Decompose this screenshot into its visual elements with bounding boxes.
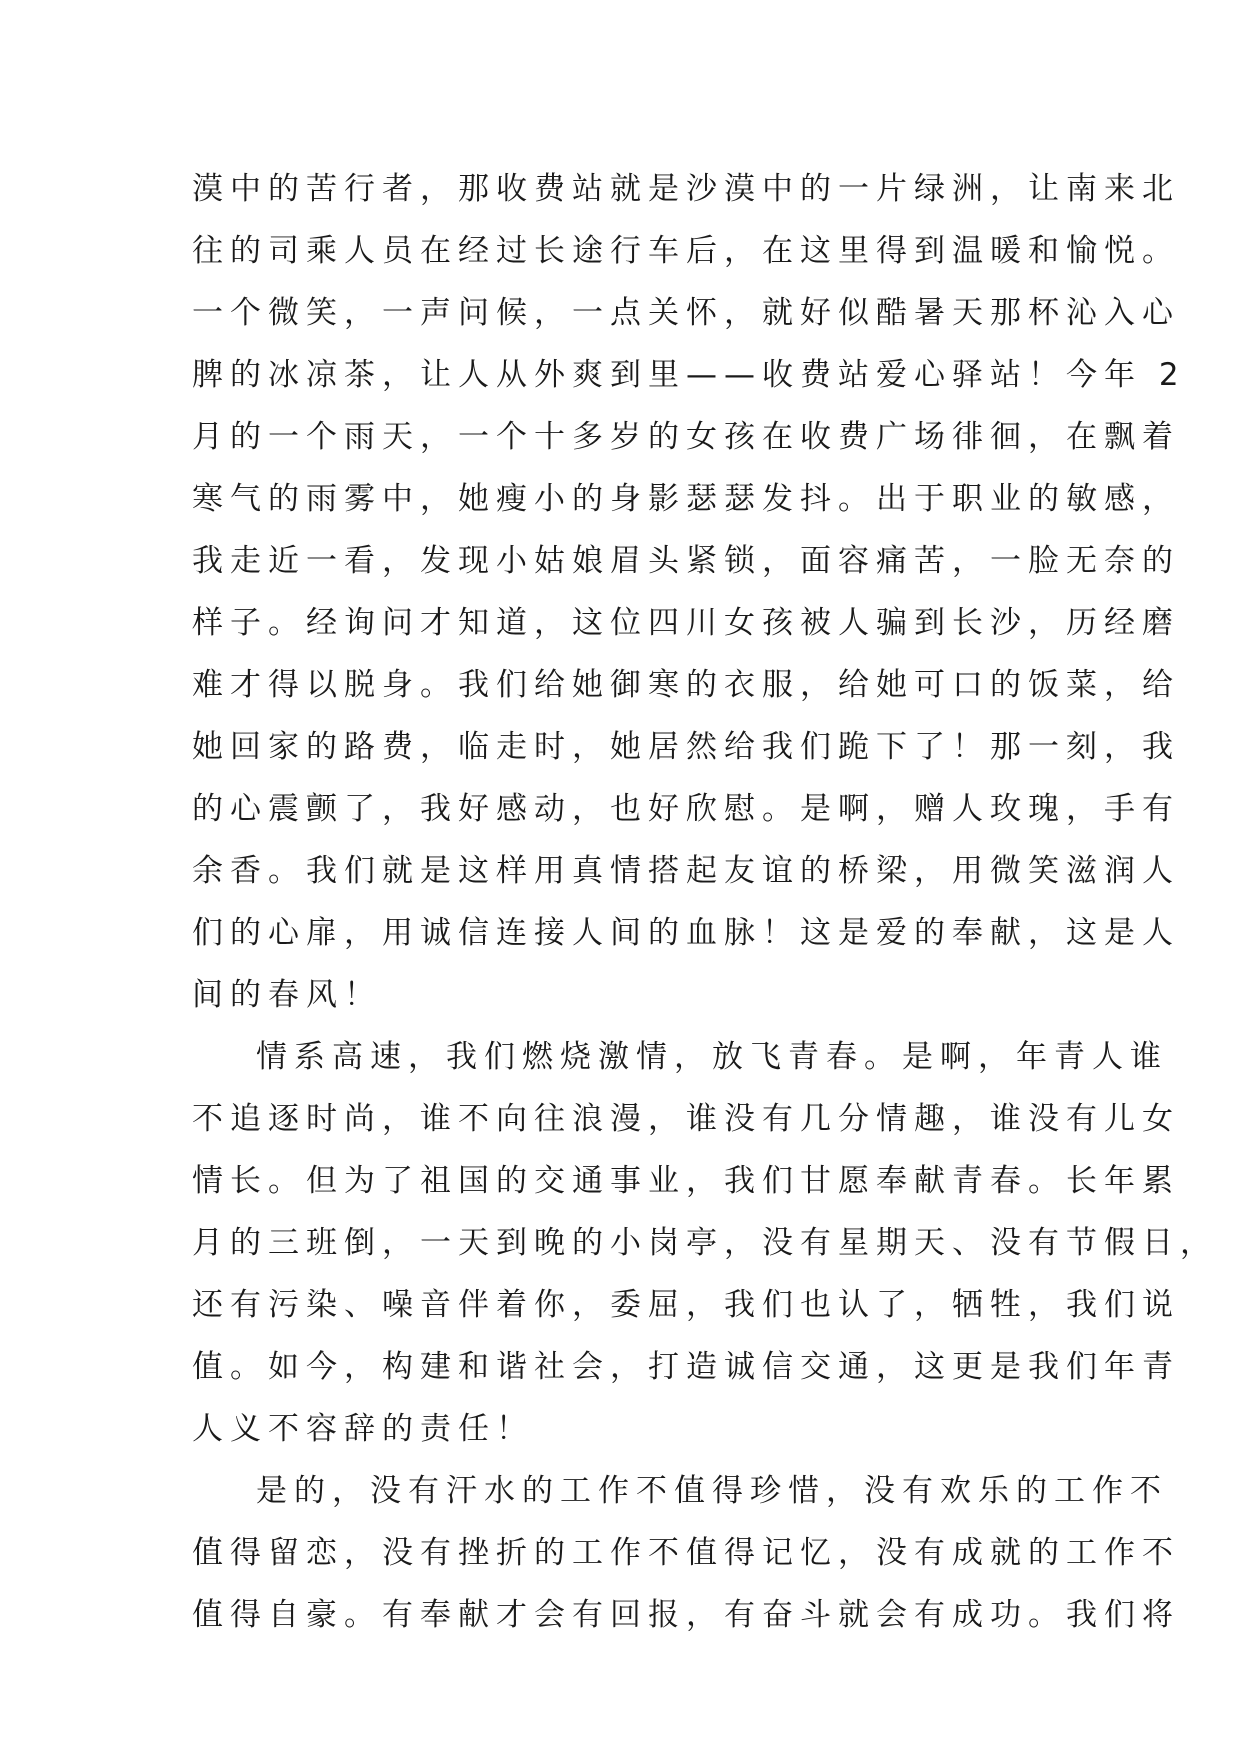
text-line: 的心震颤了，我好感动，也好欣慰。是啊，赠人玫瑰，手有 <box>192 791 1180 827</box>
text-line: 还有污染、噪音伴着你，委屈，我们也认了，牺牲，我们说 <box>192 1287 1180 1323</box>
text-line: 人义不容辞的责任！ <box>192 1411 534 1447</box>
text-line: 月的一个雨天，一个十多岁的女孩在收费广场徘徊，在飘着 <box>192 419 1180 455</box>
text-line: 间的春风！ <box>192 977 382 1013</box>
text-line: 难才得以脱身。我们给她御寒的衣服，给她可口的饭菜，给 <box>192 667 1180 703</box>
text-line: 值得自豪。有奉献才会有回报，有奋斗就会有成功。我们将 <box>192 1597 1180 1633</box>
text-line: 们的心扉，用诚信连接人间的血脉！这是爱的奉献，这是人 <box>192 915 1180 951</box>
text-line: 漠中的苦行者，那收费站就是沙漠中的一片绿洲，让南来北 <box>192 171 1180 207</box>
paragraph-first-line: 情系高速，我们燃烧激情，放飞青春。是啊，年青人谁 <box>256 1039 1168 1075</box>
text-line: 样子。经询问才知道，这位四川女孩被人骗到长沙，历经磨 <box>192 605 1180 641</box>
text-line: 值。如今，构建和谐社会，打造诚信交通，这更是我们年青 <box>192 1349 1180 1385</box>
text-line: 往的司乘人员在经过长途行车后，在这里得到温暖和愉悦。 <box>192 233 1180 269</box>
paragraph-first-line: 是的，没有汗水的工作不值得珍惜，没有欢乐的工作不 <box>256 1473 1168 1509</box>
text-line: 余香。我们就是这样用真情搭起友谊的桥梁，用微笑滋润人 <box>192 853 1180 889</box>
text-line: 我走近一看，发现小姑娘眉头紧锁，面容痛苦，一脸无奈的 <box>192 543 1180 579</box>
text-line: 值得留恋，没有挫折的工作不值得记忆，没有成就的工作不 <box>192 1535 1180 1571</box>
text-line: 一个微笑，一声问候，一点关怀，就好似酷暑天那杯沁入心 <box>192 295 1180 331</box>
text-line: 不追逐时尚，谁不向往浪漫，谁没有几分情趣，谁没有儿女 <box>192 1101 1180 1137</box>
text-line: 月的三班倒，一天到晚的小岗亭，没有星期天、没有节假日， <box>192 1225 1218 1261</box>
text-line: 她回家的路费，临走时，她居然给我们跪下了！那一刻，我 <box>192 729 1180 765</box>
text-line: 情长。但为了祖国的交通事业，我们甘愿奉献青春。长年累 <box>192 1163 1180 1199</box>
text-line: 寒气的雨雾中，她瘦小的身影瑟瑟发抖。出于职业的敏感， <box>192 481 1180 517</box>
body-text <box>192 158 1218 1646</box>
text-line: 脾的冰凉茶，让人从外爽到里——收费站爱心驿站！今年 2 <box>192 357 1186 393</box>
